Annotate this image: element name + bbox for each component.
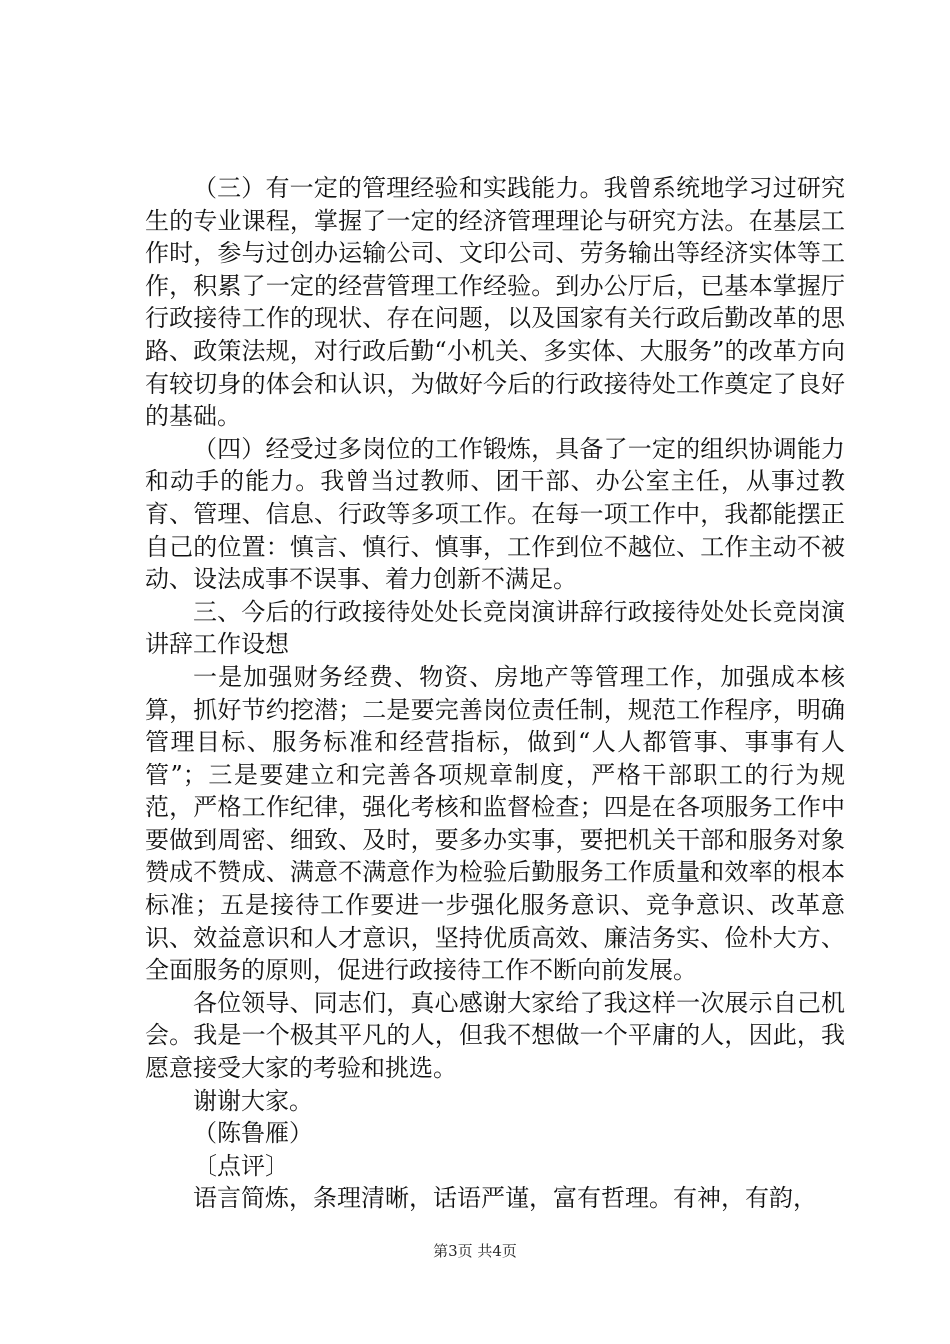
section-heading-plans: 三、今后的行政接待处处长竞岗演讲辞行政接待处处长竞岗演讲辞工作设想 <box>145 597 845 659</box>
document-body <box>145 172 845 1215</box>
paragraph-thanks: 谢谢大家。 <box>193 1086 313 1115</box>
paragraph-qualification-3: （三）有一定的管理经验和实践能力。我曾系统地学习过研究生的专业课程，掌握了一定的经济管理理论与研究方法。在基层工作时，参与过创办运输公司、文印公司、劳务输出等经济实体等工作，积累了一定的经营管理工作经验。到办公厅后，已基本掌握厅行政接待工作的现状、存在问题，以及国家有关行政后勤改革的思路、政策法规，对行政后勤“小机关、多实体、大服务”的改革方向有较切身的体会和认识，为做好今后的行政接待处工作奠定了良好的基础。 <box>145 174 845 431</box>
author-name: （陈鲁雁） <box>193 1119 313 1148</box>
paragraph-closing: 各位领导、同志们，真心感谢大家给了我这样一次展示自己机会。我是一个极其平凡的人，但我不想做一个平庸的人，因此，我愿意接受大家的考验和挑选。 <box>145 988 845 1083</box>
comment-heading: 〔点评〕 <box>193 1151 289 1180</box>
page-number-footer: 第3页 共4页 <box>433 1242 517 1260</box>
paragraph-qualification-4: （四）经受过多岗位的工作锻炼，具备了一定的组织协调能力和动手的能力。我曾当过教师、团干部、办公室主任，从事过教育、管理、信息、行政等多项工作。在每一项工作中，我都能摆正自己的位置：慎言、慎行、慎事，工作到位不越位、工作主动不被动、设法成事不误事、着力创新不满足。 <box>145 434 845 594</box>
paragraph-plans: 一是加强财务经费、物资、房地产等管理工作，加强成本核算，抓好节约挖潜；二是要完善岗位责任制，规范工作程序，明确管理目标、服务标准和经营指标，做到“人人都管事、事事有人管”；三是要建立和完善各项规章制度，严格干部职工的行为规范，严格工作纪律，强化考核和监督检查；四是在各项服务工作中要做到周密、细致、及时，要多办实事，要把机关干部和服务对象赞成不赞成、满意不满意作为检验后勤服务工作质量和效率的根本标准；五是接待工作要进一步强化服务意识、竞争意识、改革意识、效益意识和人才意识，坚持优质高效、廉洁务实、俭朴大方、全面服务的原则，促进行政接待工作不断向前发展。 <box>145 662 845 985</box>
comment-text: 语言简炼，条理清晰，话语严谨，富有哲理。有神，有韵， <box>193 1184 817 1213</box>
